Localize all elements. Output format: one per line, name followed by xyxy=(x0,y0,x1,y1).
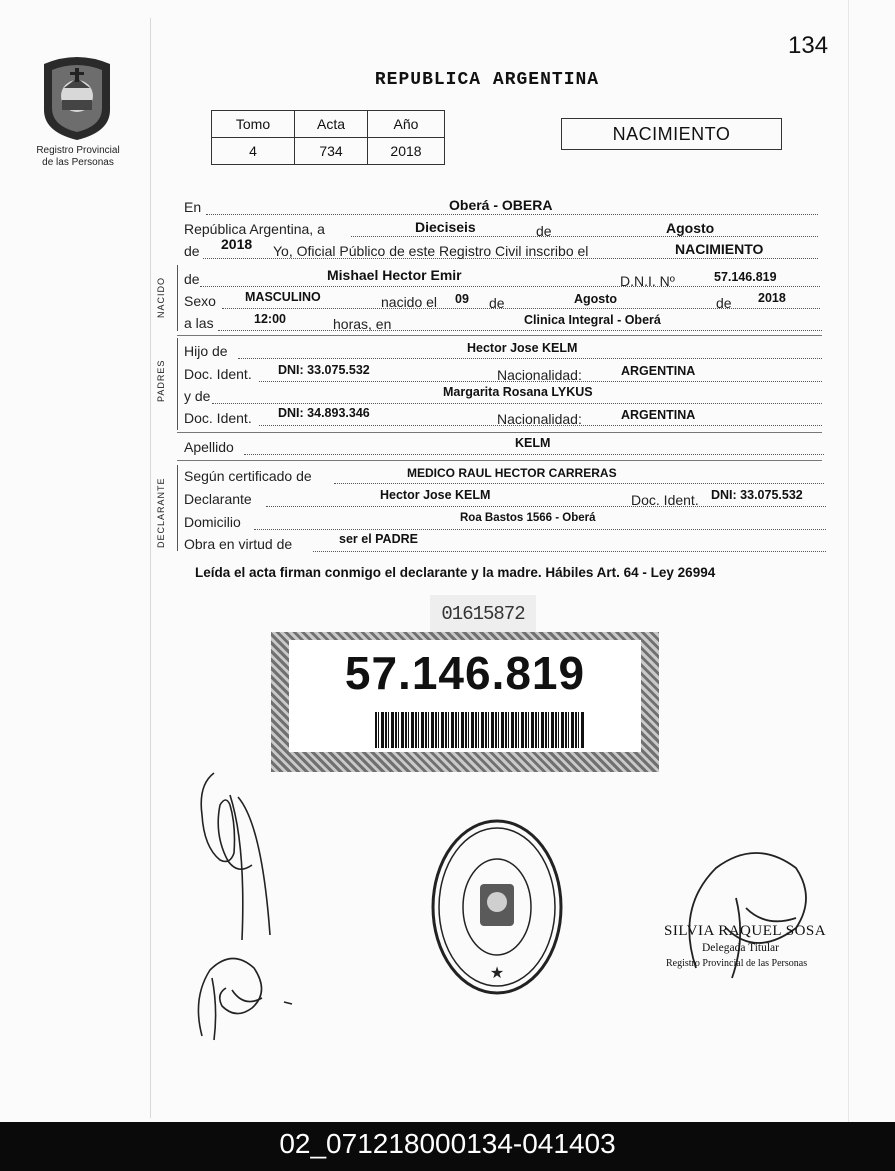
en-label: En xyxy=(184,199,202,215)
declarante-doc-label: Doc. Ident. xyxy=(631,492,699,508)
de-label-3: de xyxy=(716,295,732,311)
mother-doc: DNI: 34.893.346 xyxy=(278,406,370,420)
record-table xyxy=(211,110,445,165)
logo-caption: Registro Provincial de las Personas xyxy=(36,145,120,168)
de-label-2: de xyxy=(489,295,505,311)
declarante-value: Hector Jose KELM xyxy=(380,488,491,502)
divider xyxy=(177,432,822,433)
dotted-line xyxy=(351,236,818,237)
child-name: Mishael Hector Emir xyxy=(327,267,462,283)
year-value: 2018 xyxy=(221,236,253,252)
dotted-line xyxy=(238,358,822,359)
declarante-bracket xyxy=(177,465,178,551)
nacido-bracket xyxy=(177,265,178,331)
record-type-box: NACIMIENTO xyxy=(561,118,782,150)
closing-statement: Leída el acta firman conmigo el declarante y la madre. Hábiles Art. 64 - Ley 26994 xyxy=(195,565,716,580)
inscribo-value: NACIMIENTO xyxy=(675,241,764,257)
certificado-label: Según certificado de xyxy=(184,468,312,484)
margin-line xyxy=(150,18,151,1118)
tomo-header: Tomo xyxy=(212,111,295,138)
dotted-line xyxy=(244,454,824,455)
birth-day: 09 xyxy=(455,292,469,306)
father-doc-label: Doc. Ident. xyxy=(184,366,252,382)
month-value: Agosto xyxy=(666,220,715,236)
child-dni: 57.146.819 xyxy=(714,270,777,284)
svg-text:★: ★ xyxy=(489,965,505,982)
dni-label: D.N.I. Nº xyxy=(620,273,675,289)
country-title: REPUBLICA ARGENTINA xyxy=(374,70,600,90)
birth-hour: 12:00 xyxy=(254,312,286,326)
registry-seal xyxy=(430,818,564,996)
padres-section-label: PADRES xyxy=(156,359,166,402)
declarante-label: Declarante xyxy=(184,491,252,507)
dotted-line xyxy=(334,483,824,484)
day-value: Dieciseis xyxy=(415,219,476,235)
birth-year: 2018 xyxy=(758,291,786,305)
mother-nat-label: Nacionalidad: xyxy=(497,411,582,427)
sexo-value: MASCULINO xyxy=(245,290,321,304)
dotted-line xyxy=(313,551,826,552)
page-edge xyxy=(848,0,849,1122)
acta-header: Acta xyxy=(295,111,368,138)
domicilio-label: Domicilio xyxy=(184,514,241,530)
sticker-panel xyxy=(289,640,641,752)
mother-nationality: ARGENTINA xyxy=(621,408,696,422)
handwritten-signature-madre xyxy=(192,948,302,1046)
tomo-value: 4 xyxy=(212,138,295,165)
signatory-org: Registro Provincial de las Personas xyxy=(666,958,808,969)
apellido-label: Apellido xyxy=(184,439,234,455)
dotted-line xyxy=(212,403,822,404)
serial-stamp: 01615872 xyxy=(430,595,536,633)
a-las-label: a las xyxy=(184,315,214,331)
divider xyxy=(177,335,822,336)
apellido-value: KELM xyxy=(515,436,551,450)
dotted-line xyxy=(254,529,826,530)
dni-sticker xyxy=(271,632,659,772)
birth-month: Agosto xyxy=(574,292,618,306)
father-nationality: ARGENTINA xyxy=(621,364,696,378)
fecha-prefix: República Argentina, a xyxy=(184,221,325,237)
domicilio-value: Roa Bastos 1566 - Oberá xyxy=(460,512,596,524)
y-de-label: y de xyxy=(184,388,211,404)
horas-en-label: horas, en xyxy=(333,316,392,332)
dotted-line xyxy=(218,330,822,331)
father-nat-label: Nacionalidad: xyxy=(497,367,582,383)
birth-place: Clinica Integral - Oberá xyxy=(524,313,661,327)
en-value: Oberá - OBERA xyxy=(449,197,553,213)
divider xyxy=(177,460,822,461)
obra-label: Obra en virtud de xyxy=(184,536,293,552)
padres-bracket xyxy=(177,338,178,430)
mother-name: Margarita Rosana LYKUS xyxy=(443,385,593,399)
de-label: de xyxy=(536,223,552,239)
declarante-section-label: DECLARANTE xyxy=(156,477,166,548)
father-doc: DNI: 33.075.532 xyxy=(278,363,370,377)
signatory-name: SILVIA RAQUEL SOSA xyxy=(664,923,827,939)
sexo-label: Sexo xyxy=(184,293,216,309)
nacido-el-label: nacido el xyxy=(381,294,438,310)
obra-value: ser el PADRE xyxy=(339,532,418,546)
signatory-role: Delegada Titular xyxy=(702,942,779,954)
dotted-line xyxy=(266,506,826,507)
sticker-number: 57.146.819 xyxy=(344,647,586,699)
province-shield-logo xyxy=(38,54,116,142)
certificado-value: MEDICO RAUL HECTOR CARRERAS xyxy=(407,466,617,480)
page-number: 134 xyxy=(788,32,829,59)
year-prefix: de xyxy=(184,243,200,259)
anio-value: 2018 xyxy=(368,138,445,165)
dotted-line xyxy=(206,214,818,215)
acta-value: 734 xyxy=(295,138,368,165)
mother-doc-label: Doc. Ident. xyxy=(184,410,252,426)
nacido-de-label: de xyxy=(184,271,200,287)
barcode xyxy=(375,712,585,748)
hijo-de-label: Hijo de xyxy=(184,343,228,359)
anio-header: Año xyxy=(368,111,445,138)
oficial-text: Yo, Oficial Público de este Registro Civil inscribo el xyxy=(273,243,589,259)
scan-footer-code: 02_071218000134-041403 xyxy=(279,1128,616,1159)
nacido-section-label: NACIDO xyxy=(156,276,166,318)
handwritten-signature-declarante xyxy=(190,765,280,945)
father-name: Hector Jose KELM xyxy=(467,341,578,355)
declarante-doc: DNI: 33.075.532 xyxy=(711,488,803,502)
dotted-line xyxy=(200,286,820,287)
